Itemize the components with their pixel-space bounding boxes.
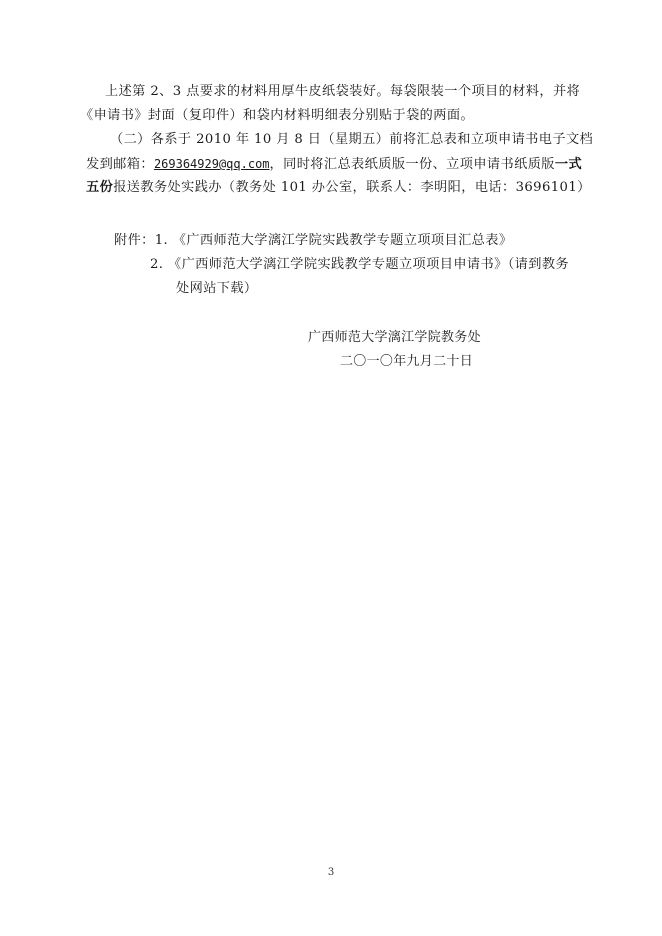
attachment-item-1 <box>114 229 512 253</box>
attachment-item-2 <box>150 253 569 277</box>
text: 报送教务处实践办（教务处 101 办公室，联系人：李明阳，电话：3696101） <box>113 180 591 195</box>
text: 上述第 2、3 点要求的材料用厚牛皮纸袋装好。每袋限装一个项目的材料，并将 <box>105 84 581 99</box>
paragraph-submission-line-2 <box>86 152 582 177</box>
paragraph-submission-line-3 <box>86 176 591 200</box>
text: 处网站下载） <box>176 281 258 296</box>
text: 《申请书》封面（复印件）和袋内材料明细表分别贴于袋的两面。 <box>80 108 475 123</box>
text: 发到邮箱： <box>86 157 154 172</box>
page-number: 3 <box>327 867 335 878</box>
text: ，同时将汇总表纸质版一份、立项申请书纸质版 <box>269 157 555 172</box>
signature-organization <box>308 326 481 350</box>
bold-text: 五份 <box>86 180 114 195</box>
attachments-label: 附件： <box>114 233 155 248</box>
email-link[interactable]: 269364929@qq.com <box>153 157 270 171</box>
paragraph-submission-line-1 <box>110 128 593 152</box>
paragraph-materials-line-1 <box>105 80 580 104</box>
attachment-title: 《广西师范大学漓江学院实践教学专题立项项目申请书》（请到教务 <box>167 257 570 272</box>
paragraph-materials-line-2 <box>80 104 474 128</box>
signature-date <box>340 350 473 374</box>
text: 广西师范大学漓江学院教务处 <box>308 330 481 345</box>
attachment-title: 《广西师范大学漓江学院实践教学专题立项项目汇总表》 <box>172 233 513 248</box>
bold-text: 一式 <box>554 157 583 172</box>
attachment-number: 1. <box>154 233 169 248</box>
text: 二〇一〇年九月二十日 <box>340 354 474 369</box>
attachment-number: 2. <box>150 257 164 272</box>
attachment-item-2-continuation <box>176 277 258 301</box>
text: （二）各系于 2010 年 10 月 8 日（星期五）前将汇总表和立项申请书电子文档 <box>110 132 594 147</box>
